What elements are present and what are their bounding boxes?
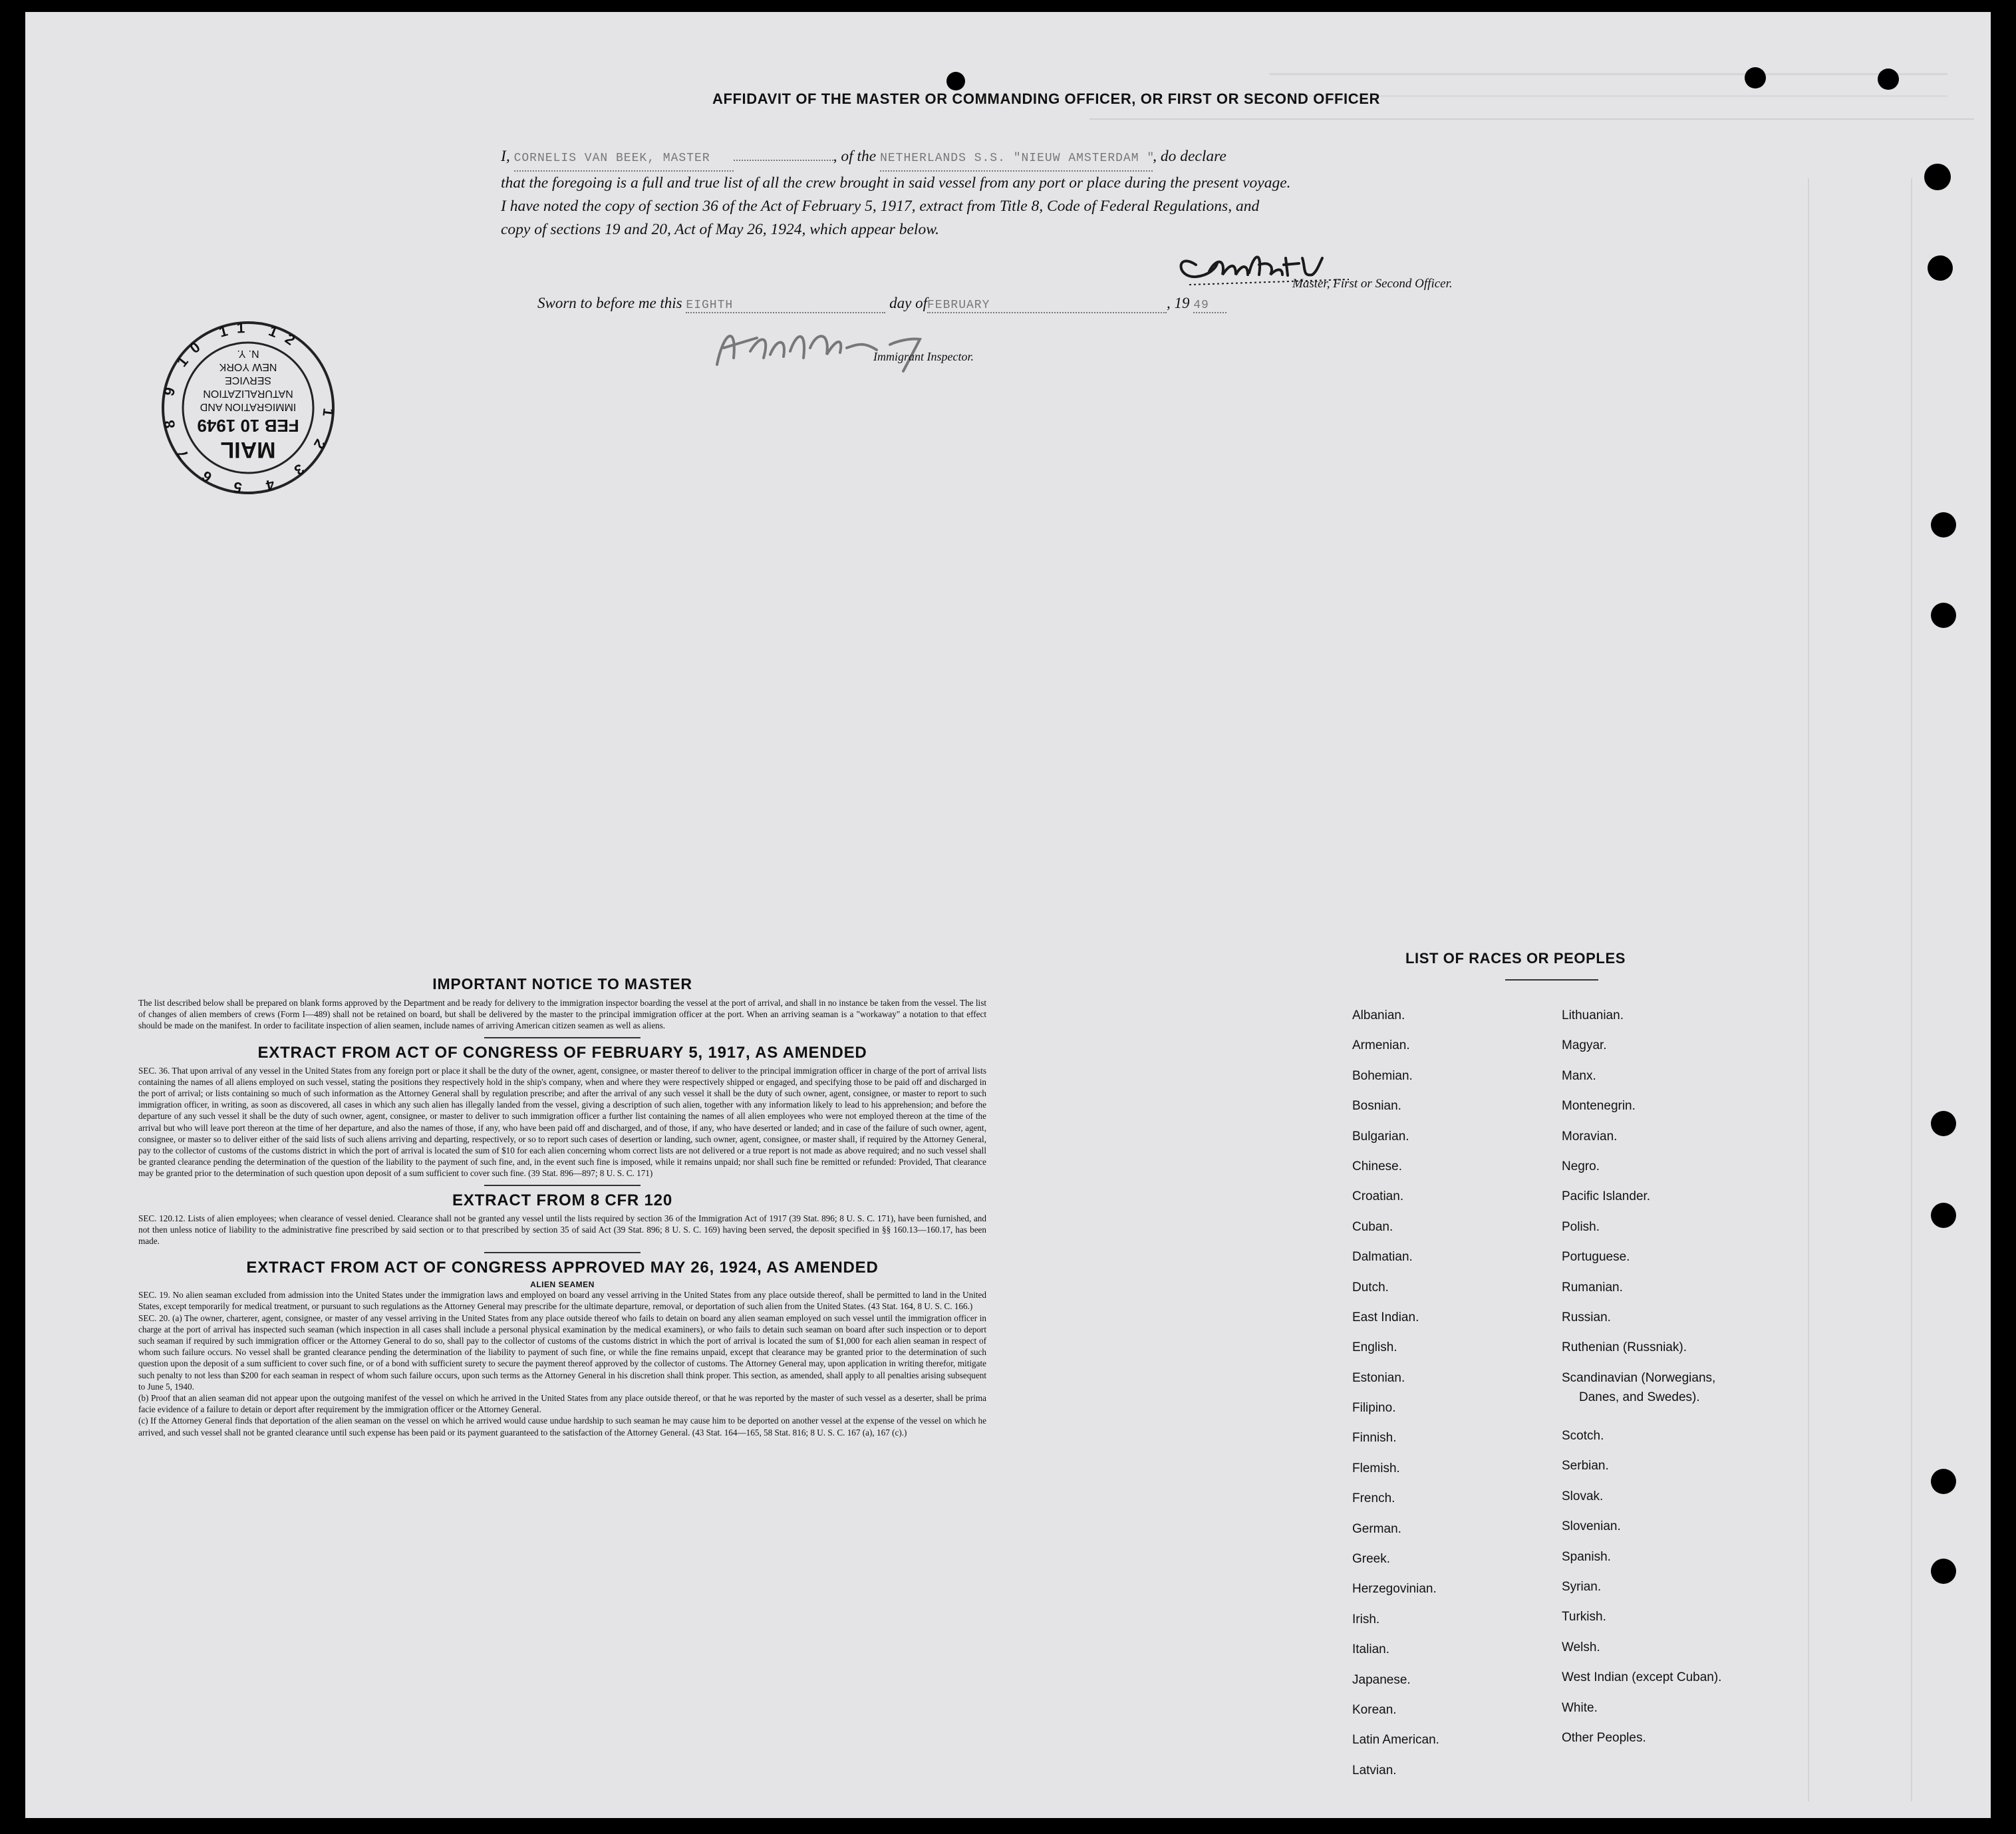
sworn-day: EIGHTH (686, 299, 885, 313)
race-item: Portuguese. (1562, 1250, 1630, 1265)
manifest-page (25, 12, 1991, 1818)
race-item: Turkish. (1562, 1610, 1606, 1624)
vessel-name: NETHERLANDS S.S. "NIEUW AMSTERDAM " (880, 147, 1153, 172)
affidavit-title: AFFIDAVIT OF THE MASTER OR COMMANDING OFFICER, OR FIRST OR SECOND OFFICER (712, 90, 1381, 107)
punch-hole (1878, 69, 1899, 90)
race-item: Irish. (1352, 1612, 1380, 1626)
mail-receipt-stamp (155, 315, 341, 501)
stamp-mail: MAIL (220, 437, 276, 462)
race-item: Herzegovinian. (1352, 1582, 1437, 1597)
punch-hole (1931, 512, 1956, 537)
sworn-year: 49 (1193, 299, 1226, 313)
race-item: Moravian. (1562, 1129, 1618, 1144)
extract2-body: SEC. 120.12. Lists of alien employees; when clearance of vessel denied. Clearance shall not be granted any vessel until the lists required by section 36 of the Immigration Act of 1917 (39 Stat. 896; 8 U. S. C. 171), have been furnished, and not then unless notice of liability to the administrative fine prescribed by said section or to that prescribed by section 35 of said Act (39 Stat. 896; 8 U. S. C. 169) having been served, the deposit specified in §§ 160.13—160.17, has been made. (138, 1213, 986, 1247)
punch-hole (1931, 1559, 1956, 1584)
race-item: Montenegrin. (1562, 1099, 1636, 1114)
race-item: Chinese. (1352, 1159, 1402, 1173)
extract1-body: SEC. 36. That upon arrival of any vessel in the United States from any foreign port or place it shall be the duty of the owner, agent, consignee, or master thereof to deliver to the principal immigration officer in charge of the port of arrival lists containing the names of all aliens employed on such vessel, stating the positions they respectively hold in the ship's company, when and where they were respectively shipped or engaged, and specifying those to be paid off and discharged in the port of arrival; or lists containing so much of such information as the Attorney General shall by regulation prescribe; and after the arrival of any such vessel it shall be the duty of such owner, agent, consignee, or master to report to such immigration officer, in writing, as soon as discovered, all cases in which any such alien has illegally landed from the vessel, giving a description of such alien, together with any information likely to lead to his apprehension; and before the departure of any such vessel it shall be the duty of such owner, agent, consignee, or master to deliver to such immigration officer a further list containing the names of all alien employees who were not employed thereon at the time of the arrival but who will leave port thereon at the time of her departure, and also the names of those, if any, who have been paid off and discharged, and of those, if any, who have deserted or landed; and in case of the failure of such owner, agent, consignee, or master so to deliver either of the said lists of such aliens arriving and departing, respectively, or so to report such cases of desertion or landing, such owner, agent, consignee, or master shall, if required by the Attorney General, pay to the collector of customs of the customs district in which the port of arrival is located the sum of $10 for each alien concerning whom correct lists are not delivered or a true report is not made as above required; and no such vessel shall be granted clearance pending the determination of the question of the liability to the payment of such fine, and, in the event such fine is imposed, while it remains unpaid; nor shall such fine be remitted or refunded: Provided, That clearance may be granted prior to the determination of such question upon deposit of a sum sufficient to cover such fine. (39 Stat. 896—897; 8 U. S. C. 171) (138, 1065, 986, 1179)
race-item: Welsh. (1562, 1640, 1600, 1654)
declaration-text (501, 145, 1558, 241)
race-item: Other Peoples. (1562, 1730, 1646, 1745)
bleed-through (1911, 178, 1912, 1801)
stamp-line5: SERVICE (225, 375, 271, 386)
stamp-line3: IMMIGRATION AND (200, 401, 297, 412)
race-item: Slovak. (1562, 1489, 1604, 1503)
declare-suffix: , do declare (1153, 148, 1226, 165)
race-item: Polish. (1562, 1219, 1600, 1234)
bleed-through (1089, 118, 1974, 120)
races-column-right (1562, 1008, 1721, 1761)
declarant-name: CORNELIS VAN BEEK, MASTER (514, 147, 734, 172)
race-item: Ruthenian (Russniak). (1562, 1340, 1687, 1355)
race-item: Magyar. (1562, 1038, 1607, 1053)
extract3-subtitle: ALIEN SEAMEN (530, 1280, 595, 1290)
punch-hole (1928, 255, 1953, 281)
race-item: Armenian. (1352, 1038, 1410, 1053)
race-item: Slovenian. (1562, 1519, 1621, 1534)
race-item: French. (1352, 1491, 1395, 1506)
race-item: Negro. (1562, 1159, 1600, 1173)
stamp-line6: NEW YORK (219, 361, 277, 373)
inspector-signature (697, 311, 976, 384)
divider (484, 1185, 641, 1186)
extract1-title: EXTRACT FROM ACT OF CONGRESS OF FEBRUARY 5, 1917, AS AMENDED (257, 1043, 867, 1062)
race-item: Croatian. (1352, 1189, 1404, 1204)
stamp-line7: N. Y. (237, 348, 259, 359)
master-officer-label: Master, First or Second Officer. (1292, 277, 1453, 291)
divider (484, 1037, 641, 1038)
race-item: Rumanian. (1562, 1280, 1623, 1295)
race-item: East Indian. (1352, 1310, 1419, 1324)
race-item: Danes, and Swedes). (1579, 1390, 1700, 1405)
stamp-line4: NATURALIZATION (203, 388, 293, 399)
race-item: Russian. (1562, 1310, 1611, 1324)
race-item: Scandinavian (Norwegians, (1562, 1370, 1716, 1385)
race-item: Latin American. (1352, 1733, 1439, 1748)
race-item: Estonian. (1352, 1370, 1405, 1385)
race-item: Bosnian. (1352, 1099, 1401, 1114)
notice-title: IMPORTANT NOTICE TO MASTER (432, 975, 692, 993)
declarant-prefix: I, (501, 148, 510, 165)
race-item: Bohemian. (1352, 1068, 1413, 1083)
race-item: Serbian. (1562, 1459, 1609, 1473)
race-item: Filipino. (1352, 1401, 1396, 1416)
notice-body: The list described below shall be prepared on blank forms approved by the Department and be ready for delivery to the immigration inspector boarding the vessel at the port of arrival, and shall in no instance be taken from the vessel. The list of changes of alien members of crews (Form I—489) shall not be retained on board, but shall be delivered by the master to the principal immigration officer at the port. When an arriving seaman is a "workaway" a notation to that effect should be made on the manifest. In order to facilitate inspection of alien seamen, include names of arriving American citizen seamen as well as aliens. (138, 998, 986, 1031)
race-item: Manx. (1562, 1068, 1596, 1083)
sworn-prefix: Sworn to before me this (537, 295, 682, 311)
sworn-day-of: day of (889, 295, 927, 311)
races-title: LIST OF RACES OR PEOPLES (1405, 950, 1626, 967)
declaration-line-3: I have noted the copy of section 36 of the Act of February 5, 1917, extract from Title 8, Code of Federal Regulations, and (501, 198, 1260, 215)
race-item: Finnish. (1352, 1431, 1397, 1446)
extract3-sec20c: (c) If the Attorney General finds that deportation of the alien seaman on the vessel on which he arrived would cause undue hardship to such seaman he may cause him to be deported on another vessel at the expense of the vessel on which he arrived, and such vessel shall not be granted clearance until such expense has been paid or its payment guaranteed to the satisfaction of the Attorney General. (43 Stat. 164—165, 58 Stat. 816; 8 U. S. C. 167 (a), 167 (c).) (138, 1416, 986, 1438)
punch-hole (1931, 1203, 1956, 1228)
punch-hole (1931, 1469, 1956, 1494)
extract3-sec20b: (b) Proof that an alien seaman did not appear upon the outgoing manifest of the vessel on which he arrived in the United States from any place outside thereof, or that he was reported by the master of such vessel as a deserter, shall be prima facie evidence of a failure to detain or deport after requirement by the immigration officer or the Attorney General. (138, 1393, 986, 1415)
sworn-month: FEBRUARY (927, 299, 1167, 313)
extract3-sec19: SEC. 19. No alien seaman excluded from admission into the United States under the immigration laws and employed on board any vessel arriving in the United States from any place outside thereof, shall be permitted to land in the United States, except temporarily for medical treatment, or pursuant to such regulations as the Attorney General may prescribe for the ultimate departure, removal, or deportation of such alien from the United States. (43 Stat. 164, 8 U. S. C. 166.) (138, 1290, 986, 1312)
punch-hole (1745, 67, 1766, 88)
race-item: Cuban. (1352, 1219, 1393, 1234)
inspector-label: Immigrant Inspector. (873, 350, 974, 363)
extract3-sec20a: SEC. 20. (a) The owner, charterer, agent, consignee, or master of any vessel arriving in the United States from any place outside thereof who fails to detain on board any alien seaman employed on such vessel until the immigration officer in charge at the port of arrival has inspected such seaman (which inspection in all cases shall include a personal physical examination by the medical examiners), or who fails to detain such seaman on board after such inspection or to deport such seaman if required by such immigration officer or the Attorney General to do so, shall pay to the collector of customs of the customs district in which the port of arrival is located the sum of $1,000 for each alien seaman in respect of whom such failure occurs. No vessel shall be granted clearance pending the determination of the liability to payment of such fine, or while the fine remains unpaid, except that clearance may be granted prior to the determination of such question upon the deposit of a sum sufficient to cover such fine, or of a bond with sufficient surety to secure the payment thereof approved by the collector of customs. The Attorney General may, upon application in writing therefor, mitigate such penalty to not less than $200 for each seaman in respect of whom such failure occurs, upon such terms as the Attorney General in his discretion shall think proper. This section, as amended, shall apply to all penalties arising subsequent to June 5, 1940. (138, 1312, 986, 1392)
race-item: Syrian. (1562, 1580, 1602, 1595)
sworn-line (537, 295, 1226, 313)
vessel-prefix: , of the (833, 148, 877, 165)
declaration-line-4: copy of sections 19 and 20, Act of May 26, 1924, which appear below. (501, 221, 939, 238)
stamp-date: FEB 10 1949 (197, 416, 299, 436)
sworn-year-prefix: , 19 (1167, 295, 1190, 311)
divider (484, 1252, 641, 1253)
race-item: Albanian. (1352, 1008, 1405, 1022)
race-item: Korean. (1352, 1702, 1397, 1717)
notice-section (138, 975, 986, 1438)
race-item: Scotch. (1562, 1429, 1604, 1444)
races-column-left (1352, 1008, 1439, 1793)
extract3-title: EXTRACT FROM ACT OF CONGRESS APPROVED MAY 26, 1924, AS AMENDED (246, 1259, 879, 1277)
declaration-line-2: that the foregoing is a full and true list of all the crew brought in said vessel from any port or place during the present voyage. (501, 174, 1291, 192)
race-item: Pacific Islander. (1562, 1189, 1651, 1204)
punch-hole (1931, 603, 1956, 628)
declarant-name-line (734, 160, 833, 161)
race-item: Dalmatian. (1352, 1250, 1413, 1265)
punch-hole (1924, 164, 1951, 190)
race-item: White. (1562, 1700, 1598, 1715)
race-item: Italian. (1352, 1642, 1389, 1657)
race-item: Bulgarian. (1352, 1129, 1409, 1144)
race-item: Japanese. (1352, 1672, 1411, 1687)
race-item: German. (1352, 1521, 1401, 1536)
race-item: English. (1352, 1340, 1397, 1355)
punch-hole (946, 72, 965, 90)
race-item: Lithuanian. (1562, 1008, 1624, 1022)
race-item: Flemish. (1352, 1461, 1400, 1475)
race-item: Greek. (1352, 1552, 1391, 1567)
race-item: Latvian. (1352, 1763, 1397, 1777)
divider (1505, 979, 1598, 981)
bleed-through (1808, 178, 1809, 1801)
punch-hole (1931, 1111, 1956, 1136)
stamp-ring-numbers: 1 2 3 4 5 6 7 8 9 10 11 12 (159, 319, 337, 497)
race-item: Spanish. (1562, 1549, 1611, 1564)
race-item: West Indian (except Cuban). (1562, 1670, 1722, 1685)
race-item: Dutch. (1352, 1280, 1389, 1295)
extract2-title: EXTRACT FROM 8 CFR 120 (452, 1191, 672, 1209)
